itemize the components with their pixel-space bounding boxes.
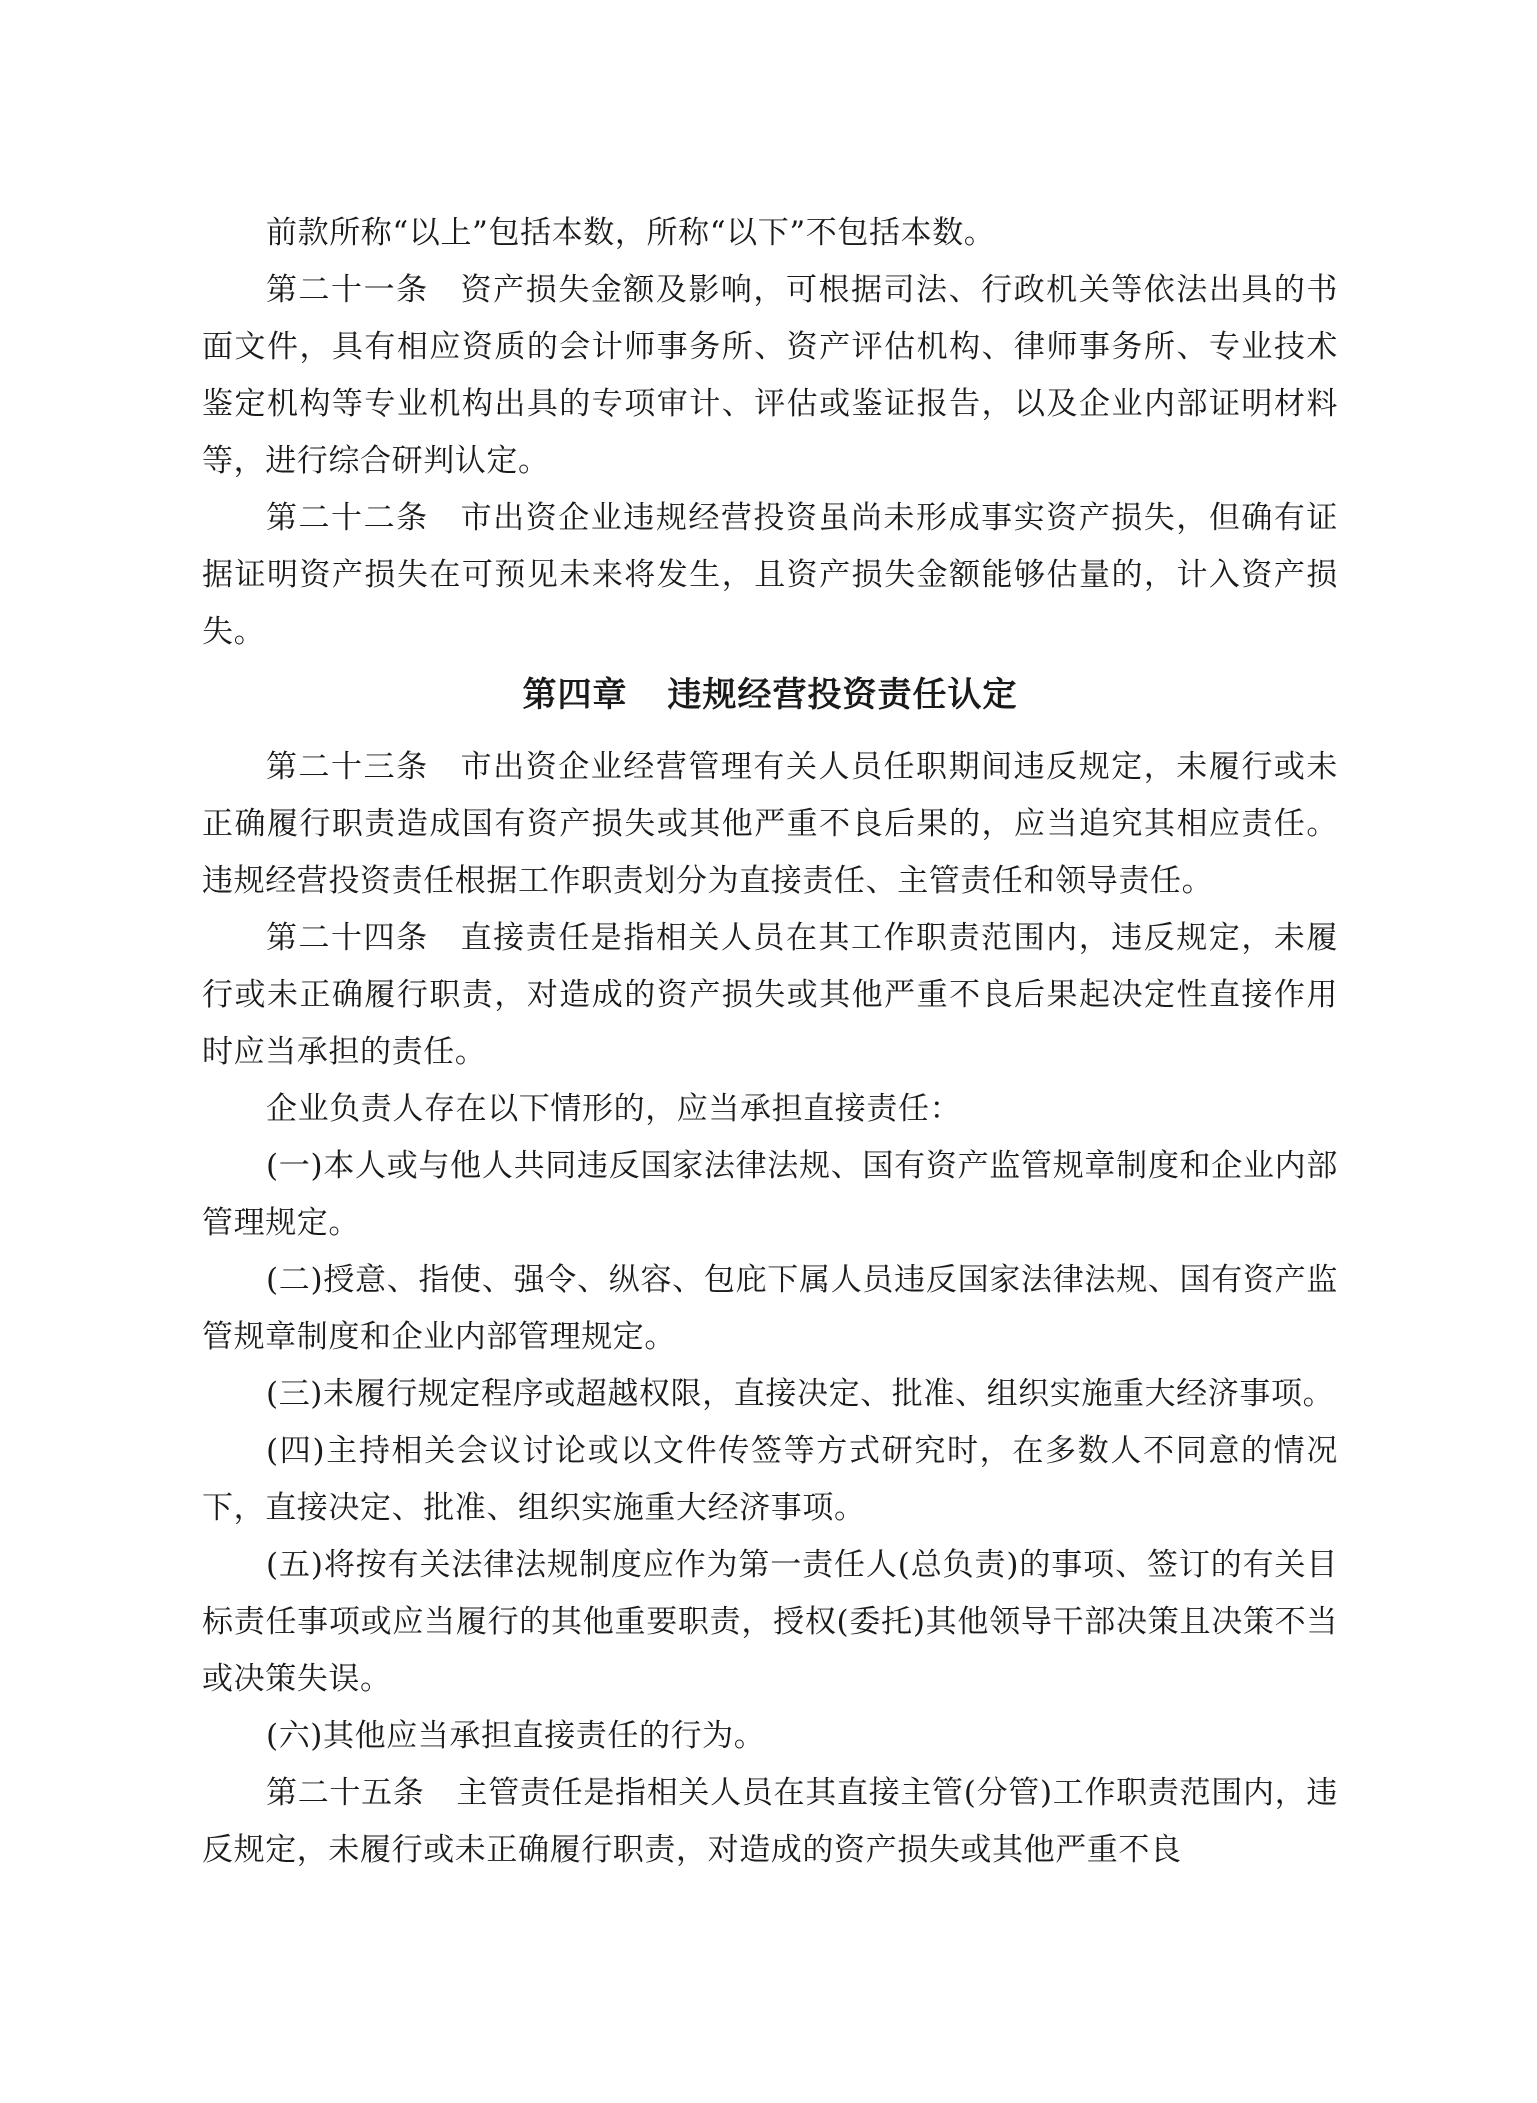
paragraph-text: 企业负责人存在以下情形的，应当承担直接责任：: [266, 1091, 962, 1127]
list-item-text: (一)本人或与他人共同违反国家法律法规、国有资产监管规章制度和企业内部管理规定。: [202, 1148, 1338, 1241]
article-text: 资产损失金额及影响，可根据司法、行政机关等依法出具的书面文件，具有相应资质的会计师事务所、资产评估机构、律师事务所、专业技术鉴定机构等专业机构出具的专项审计、评估或鉴证报告，以及企业内部证明材料等，进行综合研判认定。: [202, 272, 1339, 479]
article-text: 直接责任是指相关人员在其工作职责范围内，违反规定，未履行或未正确履行职责，对造成的资产损失或其他严重不良后果起决定性直接作用时应当承担的责任。: [202, 920, 1339, 1070]
article-25: [202, 1765, 1338, 1879]
list-item-text: (五)将按有关法律法规制度应作为第一责任人(总负责)的事项、签订的有关目标责任事项或应当履行的其他重要职责，授权(委托)其他领导干部决策且决策不当或决策失误。: [202, 1547, 1338, 1697]
article-text: 市出资企业经营管理有关人员任职期间违反规定，未履行或未正确履行职责造成国有资产损失或其他严重不良后果的，应当追究其相应责任。违规经营投资责任根据工作职责划分为直接责任、主管责任和领导责任。: [202, 749, 1339, 899]
paragraph: [202, 205, 1338, 262]
list-item: [202, 1366, 1338, 1423]
article-number: 第二十一条: [266, 272, 429, 308]
list-item-text: (六)其他应当承担直接责任的行为。: [266, 1718, 766, 1754]
article-21: [202, 262, 1338, 490]
article-number: 第二十四条: [266, 920, 429, 956]
article-text: 市出资企业违规经营投资虽尚未形成事实资产损失，但确有证据证明资产损失在可预见未来将发生，且资产损失金额能够估量的，计入资产损失。: [202, 500, 1339, 650]
chapter-title: 违规经营投资责任认定: [667, 675, 1018, 715]
article-number: 第二十三条: [266, 749, 429, 785]
list-item-text: (三)未履行规定程序或超越权限，直接决定、批准、组织实施重大经济事项。: [266, 1376, 1335, 1412]
article-24: [202, 910, 1338, 1081]
paragraph-text: 前款所称“以上”包括本数，所称“以下”不包括本数。: [266, 215, 996, 251]
paragraph: [202, 1081, 1338, 1138]
list-item: [202, 1252, 1338, 1366]
chapter-heading: [202, 663, 1338, 727]
list-item: [202, 1423, 1338, 1537]
list-item: [202, 1138, 1338, 1252]
document-body: [202, 205, 1338, 1879]
article-23: [202, 739, 1338, 910]
chapter-number: 第四章: [522, 675, 628, 715]
list-item-text: (二)授意、指使、强令、纵容、包庇下属人员违反国家法律法规、国有资产监管规章制度和企业内部管理规定。: [202, 1262, 1338, 1355]
article-number: 第二十五条: [266, 1775, 425, 1811]
article-number: 第二十二条: [266, 500, 429, 536]
article-text: 主管责任是指相关人员在其直接主管(分管)工作职责范围内，违反规定，未履行或未正确履行职责，对造成的资产损失或其他严重不良: [202, 1775, 1338, 1868]
list-item-text: (四)主持相关会议讨论或以文件传签等方式研究时，在多数人不同意的情况下，直接决定、批准、组织实施重大经济事项。: [202, 1433, 1338, 1526]
article-22: [202, 490, 1338, 661]
list-item: [202, 1537, 1338, 1708]
list-item: [202, 1708, 1338, 1765]
